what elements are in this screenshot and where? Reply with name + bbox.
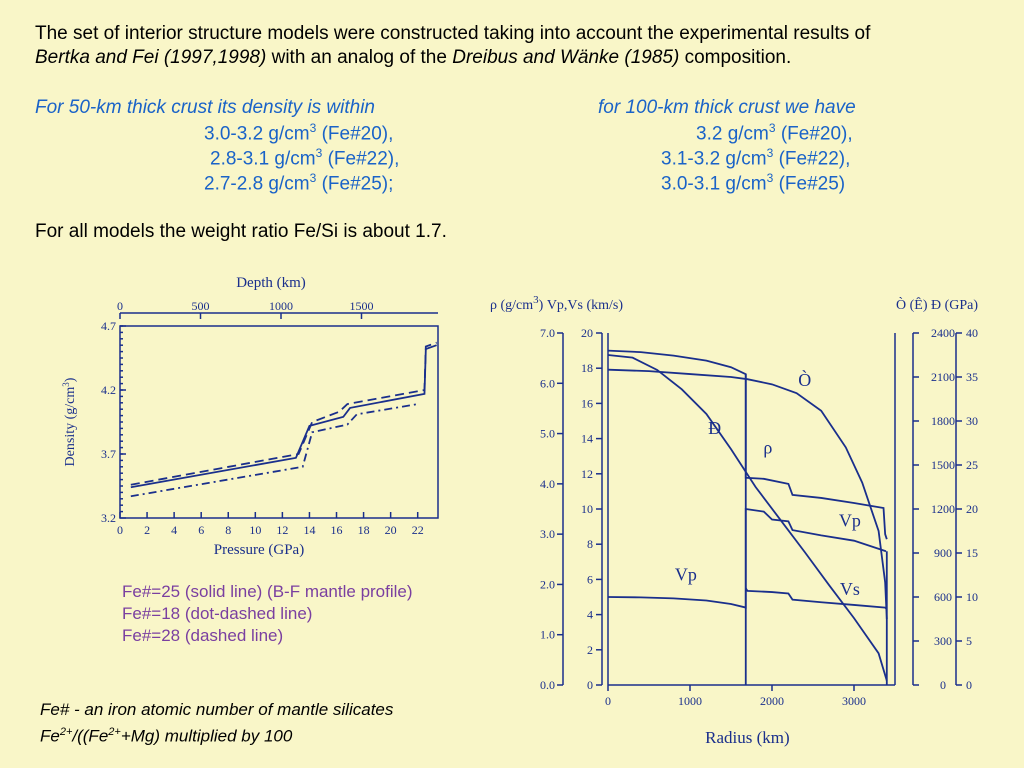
radius-axis-label: Radius (km) bbox=[705, 728, 790, 747]
density-pressure-chart bbox=[40, 268, 460, 578]
density-tick-label: 7.0 bbox=[540, 326, 555, 340]
pressure-tick-label: 35 bbox=[966, 370, 978, 384]
x-tick-label: 6 bbox=[198, 523, 205, 537]
temperature-tick-label: 1800 bbox=[931, 414, 955, 428]
temperature-tick-label: 1500 bbox=[931, 458, 955, 472]
velocity-tick-label: 20 bbox=[581, 326, 593, 340]
y-tick-label: 4.7 bbox=[101, 319, 116, 333]
density-tick-label: 5.0 bbox=[540, 426, 555, 441]
top-tick-label: 1500 bbox=[349, 299, 374, 313]
pressure-tick-label: 40 bbox=[966, 326, 978, 340]
legend-fe18: Fe#=18 (dot-dashed line) bbox=[122, 604, 313, 623]
header-left-label: ρ $(g/cm^3)$ Vp,Vs (km/s) bbox=[490, 294, 624, 313]
velocity-tick-label: 18 bbox=[581, 361, 593, 376]
radius-profile-chart bbox=[480, 285, 1020, 755]
intro-line2-mid: with an analog of the bbox=[266, 47, 453, 68]
density-tick-label: 0.0 bbox=[540, 678, 555, 692]
pressure-tick-label: 25 bbox=[966, 458, 978, 472]
y-tick-label: 3.2 bbox=[101, 511, 116, 525]
velocity-tick-label: 16 bbox=[581, 396, 593, 411]
temperature-tick-label: 1200 bbox=[931, 502, 955, 516]
pressure-tick-label: 30 bbox=[966, 414, 978, 428]
top-axis-label: Depth (km) bbox=[236, 275, 306, 291]
curve-label-vs: Vs bbox=[839, 579, 860, 600]
density-tick-label: 4.0 bbox=[540, 476, 555, 491]
citation-bertka-fei: Bertka and Fei (1997,1998) bbox=[35, 47, 267, 68]
velocity-tick-label: 4 bbox=[587, 607, 593, 622]
crust50-row1: 3.0-3.2 $g/cm^3$ (Fe#20), bbox=[204, 121, 394, 145]
x-tick-label: 10 bbox=[249, 523, 262, 537]
temperature-tick-label: 300 bbox=[934, 634, 952, 648]
density-curve-dashed bbox=[131, 343, 437, 485]
density-tick-label: 1.0 bbox=[540, 627, 555, 642]
x-tick-label: 20 bbox=[384, 523, 397, 537]
y-tick-label: 4.2 bbox=[101, 383, 116, 397]
radius-tick-label: 2000 bbox=[760, 694, 784, 708]
curve-label-ρ: ρ bbox=[763, 437, 773, 458]
crust100-row1: 3.2 $g/cm^3$ (Fe#20), bbox=[696, 121, 853, 145]
density-tick-label: 2.0 bbox=[540, 577, 555, 592]
intro-line1: The set of interior structure models were constructed taking into account the experimental results of bbox=[35, 23, 871, 44]
crust50-row2: 2.8-3.1 $g/cm^3$ (Fe#22), bbox=[210, 146, 400, 170]
curve-label-vp: Vp bbox=[838, 510, 861, 531]
temperature-tick-label: 600 bbox=[934, 590, 952, 604]
velocity-tick-label: 2 bbox=[587, 642, 593, 657]
crust50-row3: 2.7-2.8 $g/cm^3$ (Fe#25); bbox=[204, 171, 394, 195]
legend-fe25: Fe#=25 (solid line) (B-F mantle profile) bbox=[122, 582, 413, 601]
velocity-tick-label: 10 bbox=[581, 502, 593, 516]
x-axis-label: Pressure (GPa) bbox=[213, 542, 305, 558]
velocity-tick-label: 8 bbox=[587, 537, 593, 552]
top-tick-label: 0 bbox=[117, 299, 123, 313]
top-tick-label: 500 bbox=[191, 299, 210, 313]
temperature-tick-label: 900 bbox=[934, 546, 952, 560]
density-tick-label: 3.0 bbox=[540, 527, 555, 542]
pressure-tick-label: 20 bbox=[966, 502, 978, 516]
velocity-tick-label: 14 bbox=[581, 431, 593, 446]
citation-dreibus-wanke: Dreibus and Wänke (1985) bbox=[452, 47, 680, 68]
density-curve-solid bbox=[131, 345, 437, 487]
x-tick-label: 22 bbox=[411, 523, 424, 537]
intro-line2-end: composition. bbox=[679, 47, 792, 68]
y-axis-label: Density $(g/cm^3)$ bbox=[61, 377, 78, 467]
x-tick-label: 14 bbox=[303, 523, 316, 537]
crust100-heading: for 100-km thick crust we have bbox=[598, 97, 856, 118]
pressure-tick-label: 0 bbox=[966, 678, 972, 692]
footnote-line2: $Fe^{2+}/((Fe^{2+}+Mg)$ multiplied by 100 bbox=[40, 726, 293, 746]
profile-curve-vs bbox=[746, 588, 887, 609]
radius-tick-label: 3000 bbox=[842, 694, 866, 708]
y-tick-label: 3.7 bbox=[101, 447, 116, 461]
x-tick-label: 12 bbox=[276, 523, 289, 537]
velocity-tick-label: 0 bbox=[587, 678, 593, 692]
temperature-tick-label: 0 bbox=[940, 678, 946, 692]
curve-label-vp-outer: Vp bbox=[674, 564, 697, 585]
crust50-heading: For 50-km thick crust its density is within bbox=[35, 97, 375, 118]
curve-label-ð: Ð bbox=[708, 418, 722, 439]
x-tick-label: 4 bbox=[171, 523, 178, 537]
fe-si-ratio: For all models the weight ratio Fe/Si is about 1.7. bbox=[35, 221, 447, 242]
curve-label-ò: Ò bbox=[798, 369, 812, 390]
x-tick-label: 18 bbox=[357, 523, 370, 537]
crust100-row2: 3.1-3.2 $g/cm^3$ (Fe#22), bbox=[661, 146, 851, 170]
velocity-tick-label: 12 bbox=[581, 466, 593, 481]
x-tick-label: 8 bbox=[225, 523, 232, 537]
temperature-tick-label: 2100 bbox=[931, 370, 955, 384]
x-tick-label: 2 bbox=[144, 523, 151, 537]
density-tick-label: 6.0 bbox=[540, 376, 555, 391]
footnote-line1: Fe# - an iron atomic number of mantle silicates bbox=[40, 700, 394, 719]
crust100-row3: 3.0-3.1 $g/cm^3$ (Fe#25) bbox=[661, 171, 846, 195]
header-right-label: Ò (Ê) Ð (GPa) bbox=[896, 298, 979, 313]
radius-tick-label: 0 bbox=[605, 694, 611, 708]
x-tick-label: 16 bbox=[330, 523, 343, 537]
temperature-tick-label: 2400 bbox=[931, 326, 955, 340]
pressure-tick-label: 10 bbox=[966, 590, 978, 604]
intro-line2 bbox=[35, 46, 791, 70]
radius-tick-label: 1000 bbox=[678, 694, 702, 708]
top-tick-label: 1000 bbox=[269, 299, 293, 313]
velocity-tick-label: 6 bbox=[587, 572, 593, 587]
pressure-tick-label: 5 bbox=[966, 634, 972, 648]
pressure-tick-label: 15 bbox=[966, 546, 978, 560]
density-curve-dotdash bbox=[131, 404, 418, 496]
legend-fe28: Fe#=28 (dashed line) bbox=[122, 626, 284, 645]
x-tick-label: 0 bbox=[117, 523, 123, 537]
